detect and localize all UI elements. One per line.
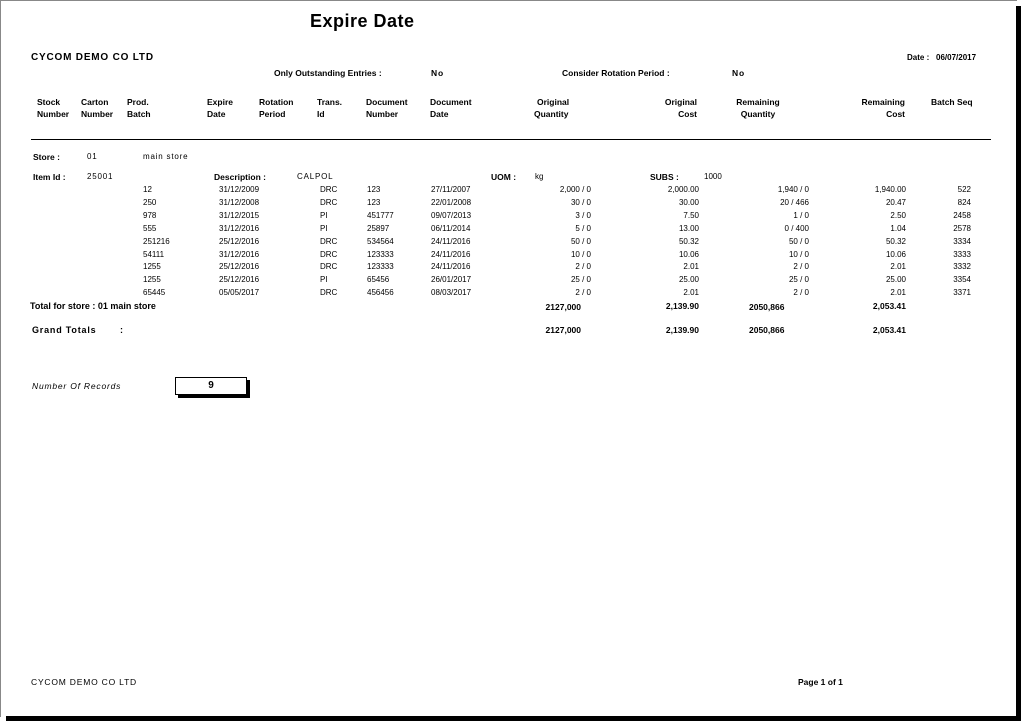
subs-label: SUBS : [650,172,679,182]
cell-expire: 31/12/2016 [219,250,260,259]
col-trans-id [317,96,342,120]
store-total-rem-qty: 2050,866 [749,302,785,312]
cell-rem-cost: 2.01 [890,288,906,297]
rotation-label: Consider Rotation Period : [562,68,670,78]
cell-seq: 522 [957,185,971,194]
cell-batch: 250 [143,198,157,207]
cell-rem-cost: 1,940.00 [874,185,906,194]
col-stock-number-line1: Stock [37,97,61,107]
uom-label: UOM : [491,172,517,182]
cell-doc-date: 27/11/2007 [431,185,471,194]
cell-orig-cost: 7.50 [683,211,699,220]
cell-rem-cost: 1.04 [890,224,906,233]
col-document-date-line1: Document [430,97,472,107]
cell-trans: DRC [320,237,338,246]
col-document-number-line1: Document [366,97,408,107]
grand-total-orig-qty: 2127,000 [545,325,581,335]
cell-trans: DRC [320,250,338,259]
cell-batch: 1255 [143,275,161,284]
cell-orig-cost: 13.00 [678,224,699,233]
page-shadow-right [1016,6,1021,721]
store-total-rem-cost: 2,053.41 [872,301,906,311]
cell-doc-no: 123 [367,185,381,194]
col-original-quantity-line2: Quantity [534,109,569,119]
cell-expire: 25/12/2016 [219,262,260,271]
report-title: Expire Date [310,11,415,31]
col-remaining-cost-line2: Cost [886,109,905,119]
cell-expire: 31/12/2008 [219,198,260,207]
item-id-label: Item Id : [33,172,66,182]
col-stock-number-line2: Number [37,109,70,119]
col-remaining-quantity-line2: Quantity [740,109,776,119]
col-original-cost-line2: Cost [678,109,697,119]
col-rotation-period-line2: Period [259,109,286,119]
col-document-number-line2: Number [366,109,399,119]
col-original-cost [641,96,697,120]
cell-orig-qty: 5 / 0 [575,224,591,233]
cell-doc-no: 25897 [367,224,390,233]
cell-expire: 05/05/2017 [219,288,260,297]
cell-orig-cost: 50.32 [678,237,699,246]
cell-expire: 25/12/2016 [219,275,260,284]
cell-doc-date: 24/11/2016 [431,237,471,246]
cell-trans: PI [320,275,328,284]
cell-orig-cost: 25.00 [678,275,699,284]
cell-rem-cost: 2.01 [890,262,906,271]
cell-rem-cost: 10.06 [885,250,906,259]
col-prod-batch-line1: Prod. [127,97,149,107]
cell-rem-qty: 2 / 0 [793,288,809,297]
cell-seq: 3334 [953,237,971,246]
grand-total-rem-cost: 2,053.41 [872,325,906,335]
cell-doc-date: 24/11/2016 [431,262,471,271]
store-name: main store [143,152,189,161]
col-batch-seq-line1: Batch Seq [931,97,973,107]
cell-doc-no: 456456 [367,288,394,297]
col-carton-number-line2: Number [81,109,114,119]
cell-expire: 31/12/2015 [219,211,260,220]
col-rotation-period [259,96,293,120]
store-total-orig-qty: 2127,000 [545,302,581,312]
cell-trans: PI [320,224,328,233]
col-expire-date-line2: Date [207,109,226,119]
cell-rem-qty: 20 / 466 [780,198,809,207]
cell-doc-date: 24/11/2016 [431,250,471,259]
cell-orig-qty: 2 / 0 [575,262,591,271]
cell-rem-cost: 25.00 [885,275,906,284]
cell-rem-qty: 1 / 0 [793,211,809,220]
cell-doc-date: 08/03/2017 [431,288,472,297]
col-original-quantity-line1: Original [537,97,570,107]
store-total-label: Total for store : 01 main store [30,301,156,311]
col-expire-date-line1: Expire [207,97,233,107]
cell-batch: 251216 [143,237,170,246]
col-original-cost-line1: Original [664,97,697,107]
outstanding-label: Only Outstanding Entries : [274,68,382,78]
footer-company: CYCOM DEMO CO LTD [31,677,137,687]
cell-trans: DRC [320,288,338,297]
cell-seq: 2458 [953,211,971,220]
cell-orig-qty: 30 / 0 [570,198,591,207]
col-remaining-cost-line1: Remaining [861,97,905,107]
cell-orig-qty: 3 / 0 [575,211,591,220]
rotation-value: No [732,68,745,78]
cell-batch: 54111 [143,250,165,259]
cell-orig-qty: 10 / 0 [570,250,591,259]
footer-page: Page 1 of 1 [798,677,843,687]
uom-value: kg [535,172,544,181]
cell-trans: DRC [320,262,338,271]
col-prod-batch [127,96,151,120]
grand-totals-colon: : [120,325,123,335]
cell-doc-no: 65456 [367,275,390,284]
description-value: CALPOL [297,172,334,181]
cell-doc-date: 22/01/2008 [431,198,472,207]
cell-batch: 555 [143,224,157,233]
records-count: 9 [175,377,247,395]
cell-orig-cost: 10.06 [678,250,699,259]
cell-trans: PI [320,211,328,220]
cell-orig-qty: 25 / 0 [570,275,591,284]
col-document-number [366,96,408,120]
col-stock-number [37,96,69,120]
cell-seq: 3333 [953,250,971,259]
cell-trans: DRC [320,185,338,194]
cell-doc-date: 06/11/2014 [431,224,471,233]
cell-orig-cost: 2.01 [683,288,699,297]
cell-doc-date: 26/01/2017 [431,275,472,284]
col-batch-seq [931,96,973,108]
cell-doc-no: 123333 [367,262,394,271]
cell-seq: 3354 [953,275,971,284]
company-name: CYCOM DEMO CO LTD [31,52,154,63]
cell-rem-qty: 0 / 400 [784,224,809,233]
grand-total-rem-qty: 2050,866 [749,325,785,335]
cell-batch: 65445 [143,288,166,297]
col-trans-id-line2: Id [317,109,325,119]
subs-value: 1000 [704,172,722,181]
date-value: 06/07/2017 [936,53,977,62]
store-code: 01 [87,152,98,161]
store-label: Store : [33,152,60,162]
col-document-date [430,96,472,120]
col-original-quantity [534,96,569,120]
cell-orig-cost: 2.01 [683,262,699,271]
col-prod-batch-line2: Batch [127,109,151,119]
cell-rem-qty: 1,940 / 0 [777,185,809,194]
cell-orig-qty: 50 / 0 [570,237,591,246]
cell-doc-no: 534564 [367,237,394,246]
cell-rem-qty: 25 / 0 [788,275,809,284]
cell-seq: 3371 [953,288,971,297]
item-id-value: 25001 [87,172,114,181]
col-trans-id-line1: Trans. [317,97,343,107]
cell-doc-no: 451777 [367,211,394,220]
cell-doc-no: 123333 [367,250,394,259]
cell-trans: DRC [320,198,338,207]
cell-doc-no: 123 [367,198,381,207]
col-remaining-quantity-line1: Remaining [736,97,780,107]
col-expire-date [207,96,233,120]
cell-expire: 31/12/2009 [219,185,260,194]
cell-seq: 3332 [953,262,971,271]
cell-rem-cost: 50.32 [885,237,906,246]
cell-seq: 2578 [953,224,971,233]
col-rotation-period-line1: Rotation [259,97,294,107]
outstanding-value: No [431,68,444,78]
cell-batch: 1255 [143,262,161,271]
col-remaining-cost [847,96,905,120]
cell-batch: 978 [143,211,157,220]
cell-rem-qty: 10 / 0 [788,250,809,259]
cell-doc-date: 09/07/2013 [431,211,472,220]
cell-expire: 25/12/2016 [219,237,260,246]
date-label: Date : [907,53,930,62]
cell-rem-cost: 2.50 [890,211,906,220]
cell-orig-qty: 2 / 0 [575,288,591,297]
grand-totals-label: Grand Totals [32,325,97,335]
grand-total-orig-cost: 2,139.90 [665,325,699,335]
store-total-orig-cost: 2,139.90 [665,301,699,311]
cell-orig-qty: 2,000 / 0 [559,185,591,194]
col-carton-number [81,96,113,120]
cell-batch: 12 [143,185,152,194]
col-carton-number-line1: Carton [81,97,109,107]
cell-orig-cost: 2,000.00 [667,185,699,194]
cell-orig-cost: 30.00 [678,198,699,207]
page-shadow-bottom [6,716,1021,721]
cell-seq: 824 [957,198,971,207]
header-divider [31,139,991,140]
cell-rem-qty: 2 / 0 [793,262,809,271]
col-remaining-quantity [728,96,788,120]
col-document-date-line2: Date [430,109,449,119]
description-label: Description : [214,172,266,182]
cell-rem-qty: 50 / 0 [788,237,809,246]
cell-expire: 31/12/2016 [219,224,260,233]
cell-rem-cost: 20.47 [885,198,906,207]
records-label: Number Of Records [32,381,122,391]
